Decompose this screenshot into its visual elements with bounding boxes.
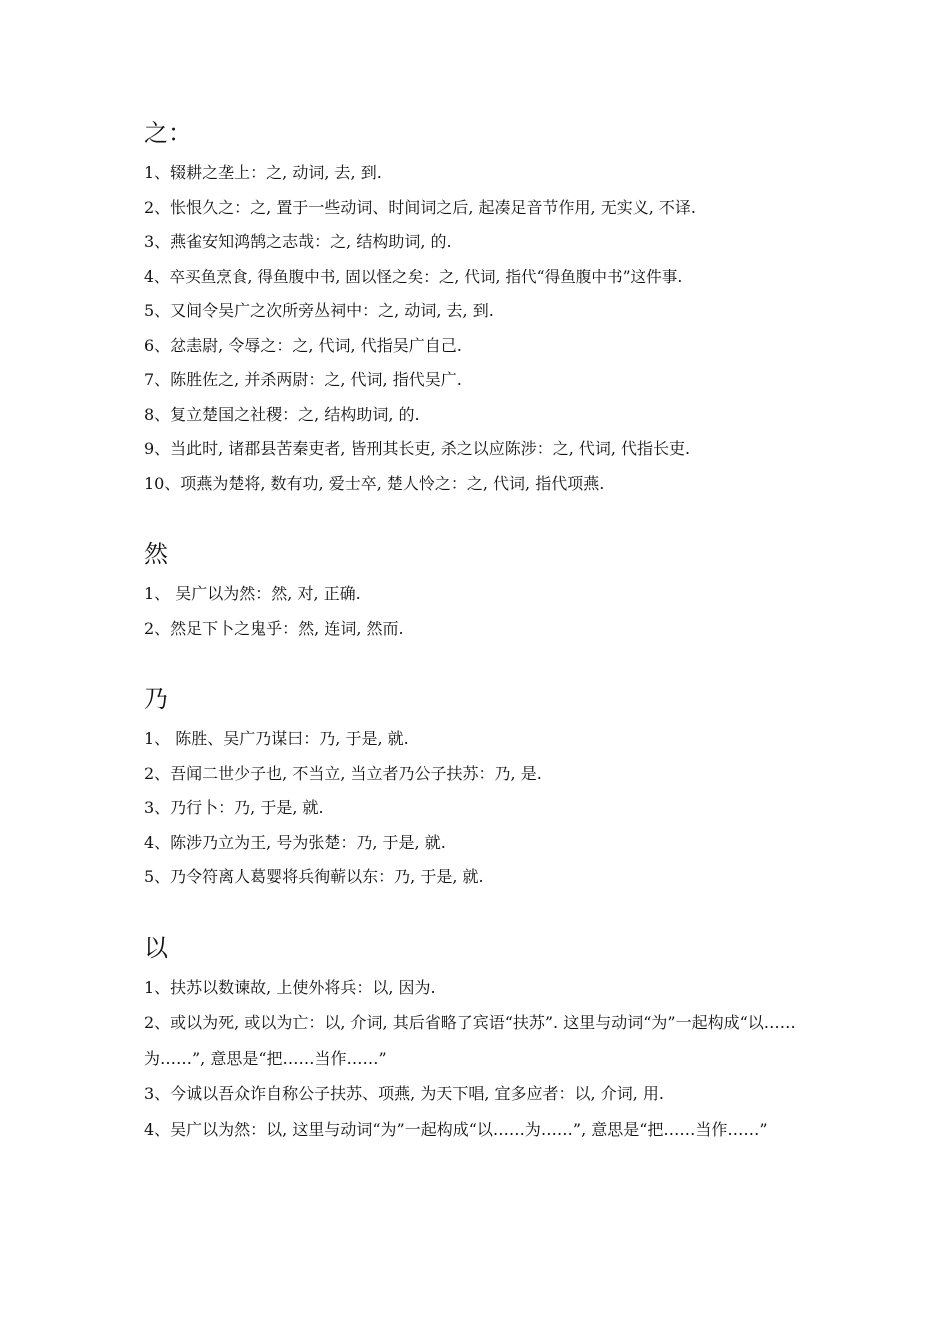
list-item: 5、乃令符离人葛婴将兵徇蕲以东：乃, 于是, 就. xyxy=(144,867,484,886)
section-gap xyxy=(144,646,824,684)
section-title: 以 xyxy=(144,933,168,962)
section-gap xyxy=(144,501,824,539)
list-item: 7、陈胜佐之, 并杀两尉：之, 代词, 指代吴广. xyxy=(144,370,462,389)
list-item: 3、今诚以吾众诈自称公子扶苏、项燕, 为天下唱, 宜多应者：以, 介词, 用. xyxy=(144,1084,664,1103)
list-item: 1、辍耕之垄上：之, 动词, 去, 到. xyxy=(144,163,382,182)
list-item: 3、乃行卜：乃, 于是, 就. xyxy=(144,798,324,817)
section-title: 然 xyxy=(144,540,168,568)
section-ran xyxy=(144,539,824,646)
section-yi xyxy=(144,933,824,1148)
list-item: 10、项燕为楚将, 数有功, 爱士卒, 楚人怜之：之, 代词, 指代项燕. xyxy=(144,473,605,493)
list-item: 3、燕雀安知鸿鹄之志哉：之, 结构助词, 的. xyxy=(144,232,452,251)
list-item: 8、复立楚国之社稷：之, 结构助词, 的. xyxy=(144,404,420,424)
section-nai xyxy=(144,684,824,895)
list-item: 5、又间令吴广之次所旁丛祠中：之, 动词, 去, 到. xyxy=(144,301,494,320)
list-item: 4、卒买鱼烹食, 得鱼腹中书, 固以怪之矣：之, 代词, 指代“得鱼腹中书”这件事. xyxy=(144,267,683,286)
list-item: 2、或以为死, 或以为亡：以, 介词, 其后省略了宾语“扶苏”. 这里与动词“为”一起构成“以……为……”, 意思是“把……当作……” xyxy=(144,1013,796,1068)
section-title: 乃 xyxy=(144,685,168,713)
list-item: 2、然足下卜之鬼乎：然, 连词, 然而. xyxy=(144,618,404,638)
list-item: 4、陈涉乃立为王, 号为张楚：乃, 于是, 就. xyxy=(144,832,446,852)
section-gap xyxy=(144,895,824,933)
section-zhi xyxy=(144,118,824,501)
list-item: 4、吴广以为然：以, 这里与动词“为”一起构成“以……为……”, 意思是“把……当作……” xyxy=(144,1119,768,1139)
list-item: 1、 陈胜、吴广乃谋曰：乃, 于是, 就. xyxy=(144,729,409,748)
section-title: 之： xyxy=(144,119,192,147)
list-item: 1、扶苏以数谏故, 上使外将兵：以, 因为. xyxy=(144,977,436,997)
list-item: 2、吾闻二世少子也, 不当立, 当立者乃公子扶苏：乃, 是. xyxy=(144,763,542,783)
list-item: 6、忿恚尉, 令辱之：之, 代词, 代指吴广自己. xyxy=(144,335,462,355)
list-item: 1、 吴广以为然：然, 对, 正确. xyxy=(144,584,361,603)
list-item: 2、怅恨久之：之, 置于一些动词、时间词之后, 起凑足音节作用, 无实义, 不译. xyxy=(144,197,696,217)
document-page xyxy=(144,118,824,1148)
list-item: 9、当此时, 诸郡县苦秦吏者, 皆刑其长吏, 杀之以应陈涉：之, 代词, 代指长吏. xyxy=(144,439,691,458)
